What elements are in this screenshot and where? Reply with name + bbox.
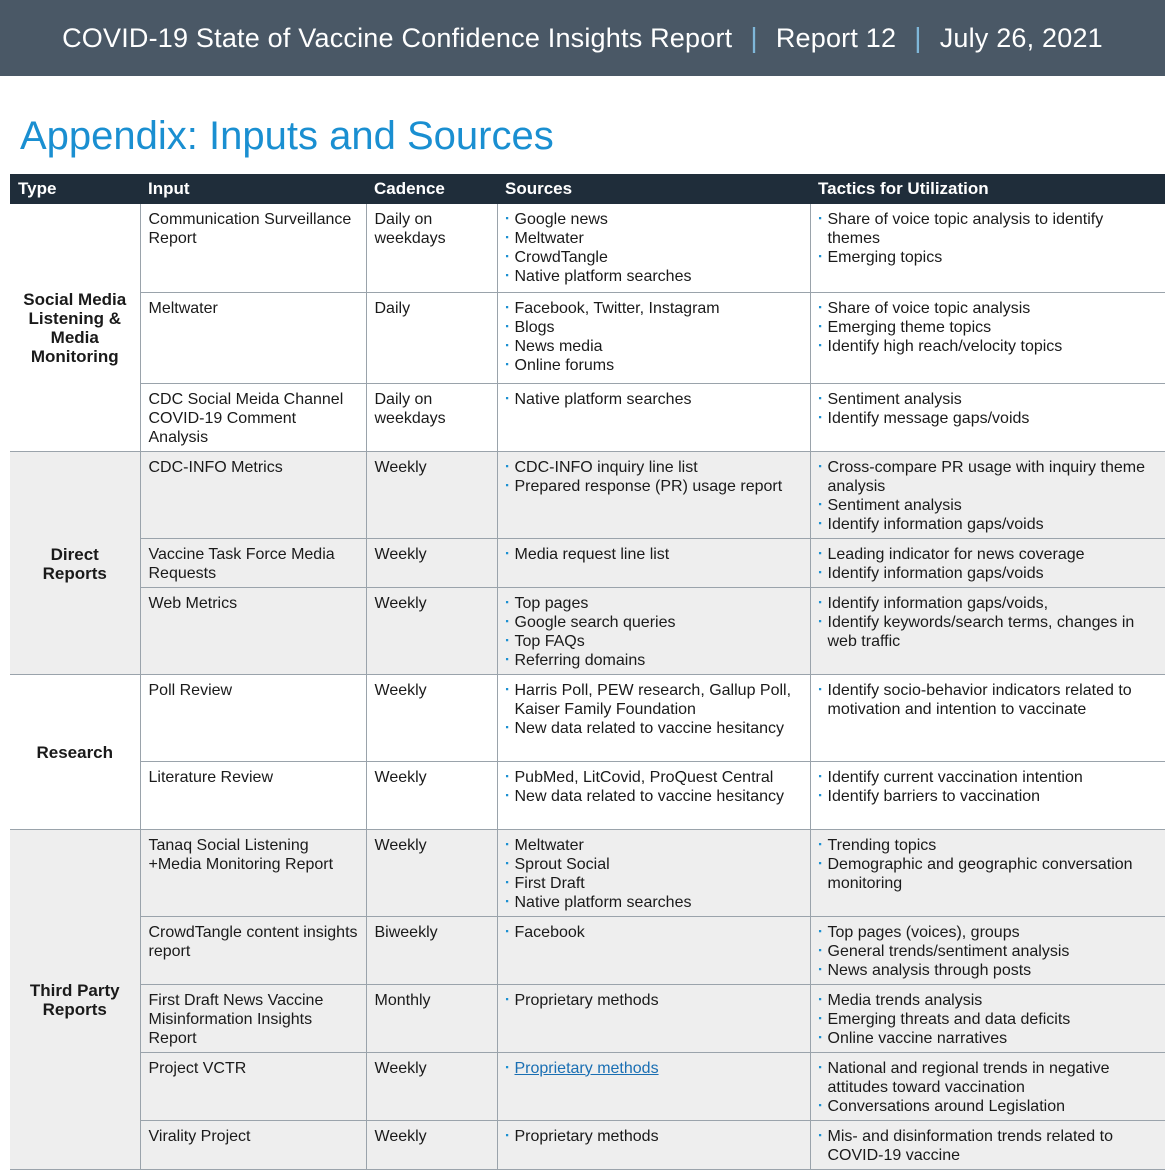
source-item: ▪ Proprietary methods (506, 991, 802, 1010)
input-cell: CDC Social Meida Channel COVID-19 Comment Analysis (140, 383, 366, 451)
sources-cell (497, 829, 810, 916)
input-cell: Virality Project (140, 1120, 366, 1169)
source-item: ▪ Meltwater (506, 229, 802, 248)
tactic-item: ▪ Share of voice topic analysis to identify themes (819, 210, 1158, 248)
input-cell: CrowdTangle content insights report (140, 916, 366, 984)
column-header-input: Input (140, 174, 366, 204)
tactic-item: ▪ Trending topics (819, 836, 1158, 855)
tactic-item: ▪ Top pages (voices), groups (819, 923, 1158, 942)
tactic-item: ▪ Identify current vaccination intention (819, 768, 1158, 787)
type-research: Research (10, 674, 140, 829)
source-item: ▪ New data related to vaccine hesitancy (506, 787, 802, 806)
tactics-cell (810, 383, 1165, 451)
sources-cell (497, 916, 810, 984)
source-item: ▪ Native platform searches (506, 390, 802, 409)
page-title: Appendix: Inputs and Sources (20, 114, 554, 158)
tactics-cell (810, 829, 1165, 916)
source-item: ▪ Meltwater (506, 836, 802, 855)
source-item: ▪ CDC-INFO inquiry line list (506, 458, 802, 477)
tactic-item: ▪ General trends/sentiment analysis (819, 942, 1158, 961)
cadence-cell: Weekly (366, 829, 497, 916)
source-item: ▪ News media (506, 337, 802, 356)
tactic-item: ▪ Identify barriers to vaccination (819, 787, 1158, 806)
table-row (10, 587, 1165, 674)
input-cell: Vaccine Task Force Media Requests (140, 538, 366, 587)
sources-cell (497, 538, 810, 587)
input-cell: CDC-INFO Metrics (140, 451, 366, 538)
table-row (10, 1052, 1165, 1120)
column-header-sources: Sources (497, 174, 810, 204)
source-item: ▪ Top FAQs (506, 632, 802, 651)
tactic-item: ▪ Leading indicator for news coverage (819, 545, 1158, 564)
tactic-item: ▪ Identify keywords/search terms, changes in web traffic (819, 613, 1158, 651)
tactics-cell (810, 292, 1165, 383)
sources-cell (497, 204, 810, 292)
tactics-cell (810, 587, 1165, 674)
source-item: ▪ CrowdTangle (506, 248, 802, 267)
sources-cell (497, 984, 810, 1052)
tactic-item: ▪ Emerging threats and data deficits (819, 1010, 1158, 1029)
proprietary-methods-link[interactable]: Proprietary methods (514, 1059, 659, 1077)
tactic-item: ▪ News analysis through posts (819, 961, 1158, 980)
tactics-cell (810, 761, 1165, 829)
tactic-item: ▪ Share of voice topic analysis (819, 299, 1158, 318)
table-row (10, 383, 1165, 451)
tactic-item: ▪ Emerging topics (819, 248, 1158, 267)
tactic-item: ▪ Demographic and geographic conversation monitoring (819, 855, 1158, 893)
cadence-cell: Daily on weekdays (366, 383, 497, 451)
column-header-type: Type (10, 174, 140, 204)
input-cell: Literature Review (140, 761, 366, 829)
tactic-item: ▪ Sentiment analysis (819, 496, 1158, 515)
input-cell: Project VCTR (140, 1052, 366, 1120)
cadence-cell: Daily (366, 292, 497, 383)
tactics-cell (810, 1052, 1165, 1120)
tactic-item: ▪ Media trends analysis (819, 991, 1158, 1010)
inputs-sources-table (10, 174, 1165, 1170)
table-row (10, 674, 1165, 761)
separator: | (914, 22, 922, 53)
sources-cell (497, 1052, 810, 1120)
tactic-item: ▪ Sentiment analysis (819, 390, 1158, 409)
source-item: ▪ Media request line list (506, 545, 802, 564)
source-item: ▪ Google search queries (506, 613, 802, 632)
input-cell: Poll Review (140, 674, 366, 761)
sources-cell (497, 383, 810, 451)
tactics-cell (810, 916, 1165, 984)
input-cell: Communication Surveillance Report (140, 204, 366, 292)
tactics-cell (810, 204, 1165, 292)
tactic-item: ▪ Identify high reach/velocity topics (819, 337, 1158, 356)
sources-cell (497, 587, 810, 674)
cadence-cell: Weekly (366, 1052, 497, 1120)
source-item: ▪ Google news (506, 210, 802, 229)
source-item: ▪ Referring domains (506, 651, 802, 670)
tactic-item: ▪ National and regional trends in negative attitudes toward vaccination (819, 1059, 1158, 1097)
source-item: ▪ New data related to vaccine hesitancy (506, 719, 802, 738)
report-header-bar (0, 0, 1165, 76)
tactic-item: ▪ Conversations around Legislation (819, 1097, 1158, 1116)
type-social-media: Social Media Listening & Media Monitoring (10, 204, 140, 451)
input-cell: Meltwater (140, 292, 366, 383)
source-item: ▪ Online forums (506, 356, 802, 375)
table-row (10, 829, 1165, 916)
column-header-cadence: Cadence (366, 174, 497, 204)
table-row (10, 451, 1165, 538)
tactics-cell (810, 451, 1165, 538)
report-number: Report 12 (775, 22, 897, 53)
source-item: ▪ Native platform searches (506, 893, 802, 912)
tactic-item: ▪ Emerging theme topics (819, 318, 1158, 337)
tactic-item: ▪ Identify information gaps/voids (819, 515, 1158, 534)
source-item: ▪ Harris Poll, PEW research, Gallup Poll, Kaiser Family Foundation (506, 681, 802, 719)
cadence-cell: Weekly (366, 451, 497, 538)
cadence-cell: Daily on weekdays (366, 204, 497, 292)
sources-cell (497, 451, 810, 538)
source-item: ▪ PubMed, LitCovid, ProQuest Central (506, 768, 802, 787)
source-link[interactable] (506, 1059, 802, 1078)
cadence-cell: Biweekly (366, 916, 497, 984)
input-cell: First Draft News Vaccine Misinformation Insights Report (140, 984, 366, 1052)
table-row (10, 204, 1165, 292)
sources-cell (497, 674, 810, 761)
source-item: ▪ Proprietary methods (506, 1127, 802, 1146)
report-date: July 26, 2021 (939, 22, 1103, 53)
report-title: COVID-19 State of Vaccine Confidence Insights Report (62, 22, 733, 53)
source-item: ▪ First Draft (506, 874, 802, 893)
table-row (10, 292, 1165, 383)
tactic-item: ▪ Identify information gaps/voids (819, 564, 1158, 583)
separator: | (750, 22, 758, 53)
table-row (10, 538, 1165, 587)
source-item: ▪ Facebook, Twitter, Instagram (506, 299, 802, 318)
type-third-party-reports: Third Party Reports (10, 829, 140, 1169)
source-item: ▪ Blogs (506, 318, 802, 337)
sources-cell (497, 1120, 810, 1169)
type-direct-reports: Direct Reports (10, 451, 140, 674)
tactic-item: ▪ Identify message gaps/voids (819, 409, 1158, 428)
table-row (10, 1120, 1165, 1169)
sources-cell (497, 761, 810, 829)
tactics-cell (810, 1120, 1165, 1169)
source-item: ▪ Prepared response (PR) usage report (506, 477, 802, 496)
table-header-row (10, 174, 1165, 204)
tactic-item: ▪ Identify socio-behavior indicators related to motivation and intention to vaccinate (819, 681, 1158, 719)
cadence-cell: Weekly (366, 674, 497, 761)
tactics-cell (810, 984, 1165, 1052)
table-row (10, 984, 1165, 1052)
column-header-tactics: Tactics for Utilization (810, 174, 1165, 204)
table-row (10, 916, 1165, 984)
cadence-cell: Weekly (366, 1120, 497, 1169)
source-item: ▪ Sprout Social (506, 855, 802, 874)
table-row (10, 761, 1165, 829)
tactic-item: ▪ Online vaccine narratives (819, 1029, 1158, 1048)
cadence-cell: Weekly (366, 587, 497, 674)
source-item: ▪ Native platform searches (506, 267, 802, 286)
tactic-item: ▪ Mis- and disinformation trends related to COVID-19 vaccine (819, 1127, 1158, 1165)
cadence-cell: Weekly (366, 538, 497, 587)
tactic-item: ▪ Identify information gaps/voids, (819, 594, 1158, 613)
tactics-cell (810, 674, 1165, 761)
cadence-cell: Weekly (366, 761, 497, 829)
cadence-cell: Monthly (366, 984, 497, 1052)
input-cell: Tanaq Social Listening +Media Monitoring Report (140, 829, 366, 916)
input-cell: Web Metrics (140, 587, 366, 674)
source-item: ▪ Facebook (506, 923, 802, 942)
source-item: ▪ Top pages (506, 594, 802, 613)
sources-cell (497, 292, 810, 383)
tactics-cell (810, 538, 1165, 587)
tactic-item: ▪ Cross-compare PR usage with inquiry theme analysis (819, 458, 1158, 496)
